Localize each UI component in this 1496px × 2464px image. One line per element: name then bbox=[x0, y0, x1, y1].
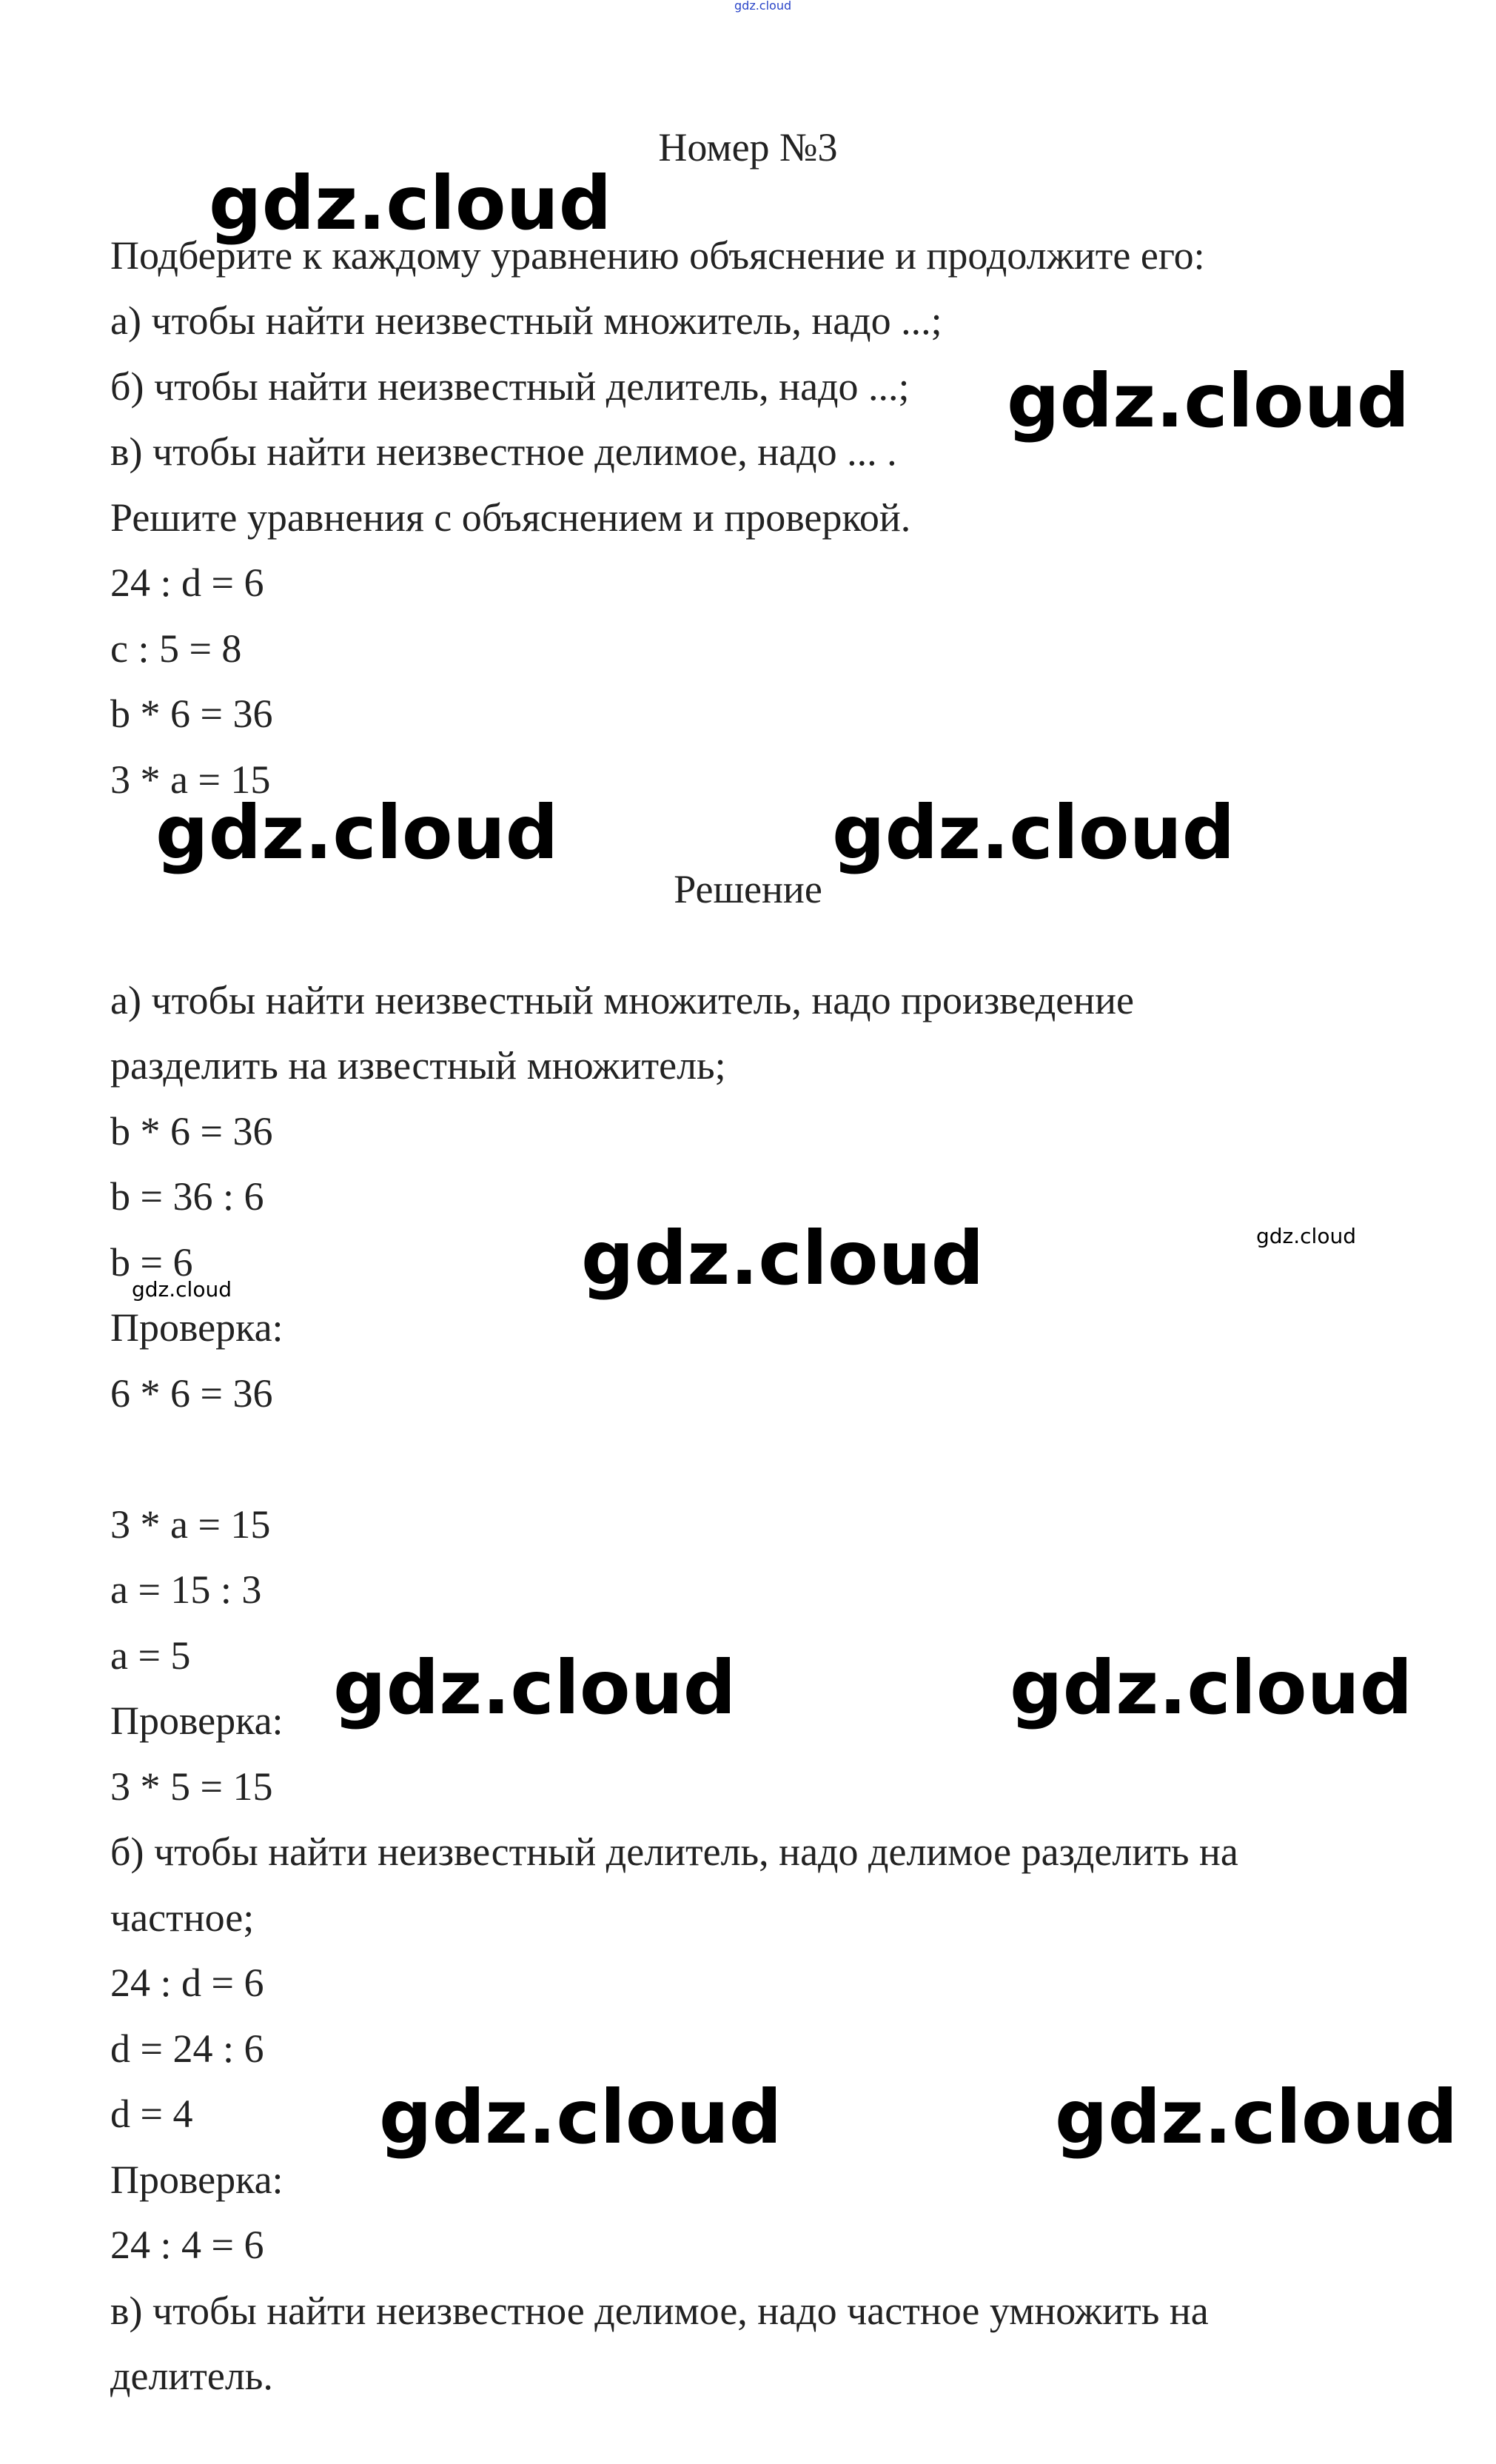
solution-line: а) чтобы найти неизвестный множитель, надо произведение bbox=[110, 978, 1134, 1022]
watermark-logo: gdz.cloud bbox=[581, 1215, 985, 1302]
equation: c : 5 = 8 bbox=[110, 626, 242, 671]
watermark-logo: gdz.cloud bbox=[333, 1644, 737, 1731]
solution-line: делитель. bbox=[110, 2354, 273, 2398]
check-equation: 6 * 6 = 36 bbox=[110, 1371, 273, 1416]
solution-heading: Решение bbox=[674, 867, 822, 911]
equation: b * 6 = 36 bbox=[110, 692, 273, 736]
watermark-logo: gdz.cloud bbox=[379, 2074, 782, 2160]
check-label: Проверка: bbox=[110, 2157, 284, 2202]
solution-equation: 3 * a = 15 bbox=[110, 1502, 271, 1547]
check-label: Проверка: bbox=[110, 1698, 284, 1743]
solution-equation: b * 6 = 36 bbox=[110, 1109, 273, 1154]
problem-line: а) чтобы найти неизвестный множитель, надо ...; bbox=[110, 298, 942, 343]
solution-equation: d = 4 bbox=[110, 2092, 193, 2136]
watermark-logo: gdz.cloud bbox=[832, 789, 1235, 876]
solution-equation: a = 5 bbox=[110, 1633, 191, 1678]
problem-line: Решите уравнения с объяснением и проверкой. bbox=[110, 495, 911, 540]
check-equation: 24 : 4 = 6 bbox=[110, 2223, 264, 2267]
problem-line: Подберите к каждому уравнению объяснение и продолжите его: bbox=[110, 233, 1205, 278]
watermark-logo: gdz.cloud bbox=[1007, 358, 1410, 444]
watermark-small: gdz.cloud bbox=[132, 1277, 232, 1302]
header-watermark: gdz.cloud bbox=[734, 0, 792, 13]
watermark-logo: gdz.cloud bbox=[1010, 1644, 1413, 1731]
watermark-logo: gdz.cloud bbox=[155, 789, 559, 876]
equation: 24 : d = 6 bbox=[110, 560, 264, 605]
check-equation: 3 * 5 = 15 bbox=[110, 1764, 273, 1809]
problem-title: Номер №3 bbox=[658, 125, 838, 170]
check-label: Проверка: bbox=[110, 1305, 284, 1350]
solution-line: б) чтобы найти неизвестный делитель, надо делимое разделить на bbox=[110, 1829, 1238, 1874]
solution-line: частное; bbox=[110, 1895, 255, 1940]
solution-line: в) чтобы найти неизвестное делимое, надо частное умножить на bbox=[110, 2289, 1209, 2333]
solution-equation: a = 15 : 3 bbox=[110, 1567, 262, 1612]
watermark-logo: gdz.cloud bbox=[1055, 2074, 1458, 2160]
watermark-small: gdz.cloud bbox=[1256, 1224, 1356, 1248]
equation: 3 * a = 15 bbox=[110, 757, 271, 802]
solution-equation: b = 36 : 6 bbox=[110, 1174, 264, 1219]
solution-equation: b = 6 bbox=[110, 1240, 193, 1285]
problem-line: б) чтобы найти неизвестный делитель, надо ...; bbox=[110, 364, 910, 409]
solution-equation: d = 24 : 6 bbox=[110, 2026, 264, 2071]
solution-equation: 24 : d = 6 bbox=[110, 1961, 264, 2005]
watermark-logo: gdz.cloud bbox=[209, 160, 612, 247]
solution-line: разделить на известный множитель; bbox=[110, 1043, 726, 1088]
problem-line: в) чтобы найти неизвестное делимое, надо ... . bbox=[110, 429, 897, 474]
